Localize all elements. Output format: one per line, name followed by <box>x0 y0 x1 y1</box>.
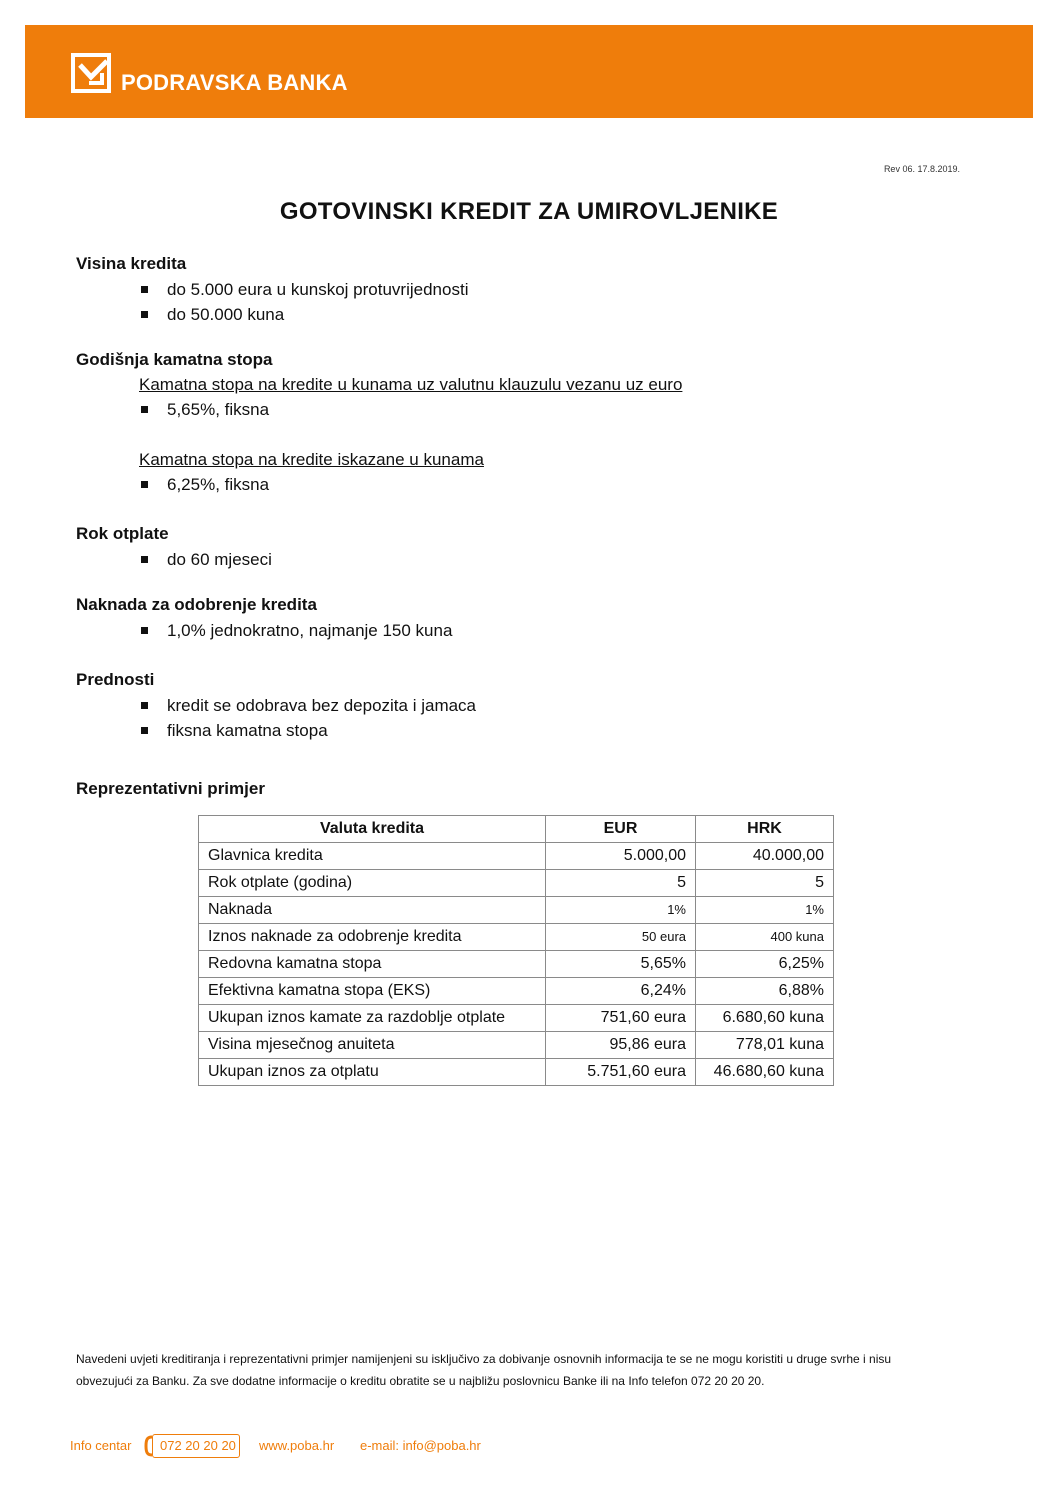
list-item: do 60 mjeseci <box>141 550 272 570</box>
table-row <box>199 1059 834 1086</box>
list-item: 1,0% jednokratno, najmanje 150 kuna <box>141 621 452 641</box>
list-item: fiksna kamatna stopa <box>141 721 328 741</box>
table-cell: 1% <box>546 897 696 924</box>
representative-example-table <box>198 815 834 1086</box>
header-bar <box>25 25 1033 118</box>
table-cell: 5 <box>696 870 834 897</box>
column-header: EUR <box>546 816 696 843</box>
table-cell: Redovna kamatna stopa <box>199 951 546 978</box>
table-row <box>199 897 834 924</box>
bullet-icon <box>141 702 148 709</box>
table-cell: Glavnica kredita <box>199 843 546 870</box>
table-cell: 6,25% <box>696 951 834 978</box>
table-cell: 400 kuna <box>696 924 834 951</box>
table-header-row <box>199 816 834 843</box>
table-row <box>199 951 834 978</box>
section-heading-visina: Visina kredita <box>76 254 187 273</box>
list-item: 6,25%, fiksna <box>141 475 269 495</box>
column-header: Valuta kredita <box>199 816 546 843</box>
podravska-logo-icon <box>71 53 111 93</box>
table-cell: Iznos naknade za odobrenje kredita <box>199 924 546 951</box>
table-row <box>199 1032 834 1059</box>
section-heading-prednosti: Prednosti <box>76 670 155 689</box>
table-cell: Visina mjesečnog anuiteta <box>199 1032 546 1059</box>
section-heading-primjer: Reprezentativni primjer <box>76 779 265 798</box>
bullet-icon <box>141 406 148 413</box>
table-cell: Efektivna kamatna stopa (EKS) <box>199 978 546 1005</box>
revision-note: Rev 06. 17.8.2019. <box>883 164 960 174</box>
table-cell: 6,88% <box>696 978 834 1005</box>
bullet-icon <box>141 727 148 734</box>
section-heading-rok: Rok otplate <box>76 524 169 543</box>
table-cell: Rok otplate (godina) <box>199 870 546 897</box>
table-cell: Ukupan iznos za otplatu <box>199 1059 546 1086</box>
table-cell: 5,65% <box>546 951 696 978</box>
table-cell: 5 <box>546 870 696 897</box>
table-cell: Ukupan iznos kamate za razdoblje otplate <box>199 1005 546 1032</box>
table-row <box>199 1005 834 1032</box>
table-cell: 1% <box>696 897 834 924</box>
table-cell: 6.680,60 kuna <box>696 1005 834 1032</box>
table-cell: 50 eura <box>546 924 696 951</box>
table-cell: 751,60 eura <box>546 1005 696 1032</box>
page-title: GOTOVINSKI KREDIT ZA UMIROVLJENIKE <box>279 198 779 225</box>
bullet-icon <box>141 311 148 318</box>
table-cell: 5.000,00 <box>546 843 696 870</box>
footer-info-label: Info centar <box>70 1438 132 1453</box>
disclaimer-line: obvezujući za Banku. Za sve dodatne informacije o kreditu obratite se u najbližu poslovnicu Banke ili na Info telefon 072 20 20 20. <box>76 1374 765 1388</box>
table-cell: 46.680,60 kuna <box>696 1059 834 1086</box>
table-cell: 5.751,60 eura <box>546 1059 696 1086</box>
footer-email-link[interactable]: e-mail: info@poba.hr <box>360 1438 481 1453</box>
table-row <box>199 924 834 951</box>
column-header: HRK <box>696 816 834 843</box>
list-item: 5,65%, fiksna <box>141 400 269 420</box>
bank-name: PODRAVSKA BANKA <box>121 70 348 95</box>
subheading-hrk-rate: Kamatna stopa na kredite iskazane u kunama <box>139 450 484 469</box>
footer-phone[interactable]: 072 20 20 20 <box>160 1438 236 1453</box>
table-cell: 778,01 kuna <box>696 1032 834 1059</box>
bullet-icon <box>141 481 148 488</box>
list-item: do 5.000 eura u kunskoj protuvrijednosti <box>141 280 468 300</box>
subheading-eur-rate: Kamatna stopa na kredite u kunama uz valutnu klauzulu vezanu uz euro <box>139 375 683 394</box>
bullet-icon <box>141 556 148 563</box>
section-heading-kamata: Godišnja kamatna stopa <box>76 350 273 369</box>
list-item: do 50.000 kuna <box>141 305 284 325</box>
footer-web-link[interactable]: www.poba.hr <box>259 1438 335 1453</box>
disclaimer-line: Navedeni uvjeti kreditiranja i reprezentativni primjer namijenjeni su isključivo za dobivanje osnovnih informacija te se ne mogu koristiti u druge svrhe i nisu <box>76 1352 892 1366</box>
table-cell: 95,86 eura <box>546 1032 696 1059</box>
table-cell: Naknada <box>199 897 546 924</box>
table-row <box>199 843 834 870</box>
table-cell: 40.000,00 <box>696 843 834 870</box>
disclaimer <box>76 1348 976 1392</box>
table-cell: 6,24% <box>546 978 696 1005</box>
bullet-icon <box>141 286 148 293</box>
list-item: kredit se odobrava bez depozita i jamaca <box>141 696 476 716</box>
section-heading-naknada: Naknada za odobrenje kredita <box>76 595 317 614</box>
bullet-icon <box>141 627 148 634</box>
table-row <box>199 870 834 897</box>
table-row <box>199 978 834 1005</box>
